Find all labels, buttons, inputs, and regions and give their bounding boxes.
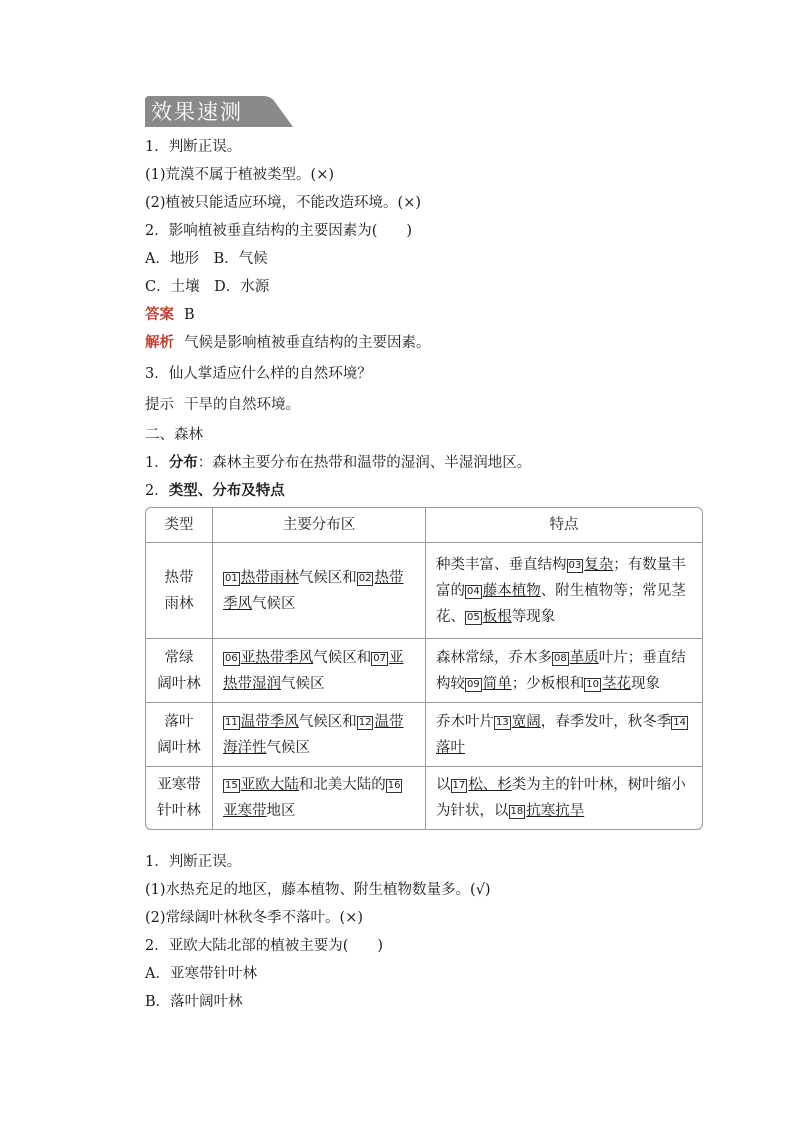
blank-number-badge: 10: [586, 678, 599, 690]
explain-line: [145, 329, 705, 357]
cell-distribution: [213, 639, 426, 703]
quiz1-q2-options-cd: C．土壤 D．水源: [145, 279, 270, 295]
blank-number-badge: 13: [496, 716, 509, 728]
answer-fill: 板根: [482, 608, 512, 625]
p1-number: 1．: [145, 455, 169, 471]
cell-type: [146, 543, 213, 639]
table-row: [146, 703, 702, 767]
cell-text: 和北美大陆的: [298, 777, 386, 793]
blank-number-badge: 12: [358, 716, 372, 728]
quiz2-q1: 1．判断正误。: [145, 854, 242, 870]
hint-line: [145, 391, 705, 419]
quiz2-q2: 2．亚欧大陆北部的植被主要为( ): [145, 938, 384, 954]
quiz2-q2-option-b: B．落叶阔叶林: [145, 994, 243, 1010]
explain-label: 解析: [145, 334, 174, 351]
cell-text: 气候区: [281, 675, 325, 692]
answer-fill: 亚寒带: [223, 803, 267, 819]
type-line-2: 阔叶林: [157, 675, 201, 692]
answer-fill: 亚欧大陆: [240, 777, 299, 793]
answer-fill: 抗寒抗旱: [526, 803, 585, 819]
forest-table: [145, 507, 703, 830]
type-line-1: 热带: [164, 569, 194, 586]
cell-features: [426, 767, 702, 829]
cell-type: [146, 703, 213, 767]
hint-text: 干旱的自然环境。: [184, 397, 300, 413]
document-page: [145, 96, 705, 1016]
cell-text: 气候区: [266, 739, 310, 756]
cell-type: [146, 639, 213, 703]
cell-text: 以: [436, 777, 451, 793]
blank-number-badge: 03: [568, 559, 582, 571]
quiz1-q2-options-ab: A．地形 B．气候: [145, 251, 268, 267]
cell-text: ；有数量丰富的: [436, 556, 686, 599]
header-distribution: 主要分布区: [213, 508, 426, 543]
quiz1-q3: 3．仙人掌适应什么样的自然环境？: [145, 366, 372, 382]
cell-distribution: [213, 703, 426, 767]
cell-text: 、附生植物等；常见茎花、: [436, 582, 686, 625]
blank-number-badge: 02: [358, 572, 372, 584]
cell-type: [146, 767, 213, 829]
cell-text: 气候区和: [298, 713, 357, 730]
banner-title: 效果速测: [151, 100, 243, 124]
answer-fill: 革质: [569, 649, 599, 666]
cell-features: [426, 639, 702, 703]
answer-fill: 落叶: [436, 739, 465, 756]
type-line-2: 阔叶林: [157, 739, 201, 756]
cell-distribution: [213, 543, 426, 639]
answer-value: B: [184, 307, 195, 323]
blank-number-badge: 08: [554, 652, 567, 664]
p2-number: 2．: [145, 483, 169, 499]
blank-number-badge: 07: [373, 652, 386, 664]
answer-fill: 宽阔: [511, 713, 541, 730]
blank-number-badge: 11: [225, 716, 238, 728]
table-row: [146, 543, 702, 639]
explain-text: 气候是影响植被垂直结构的主要因素。: [184, 335, 431, 351]
answer-fill: 复杂: [584, 556, 614, 573]
cell-text: 等现象: [511, 608, 556, 625]
p1-text: ：森林主要分布在热带和温带的湿润、半湿润地区。: [197, 455, 532, 471]
answer-fill: 松、杉: [468, 777, 512, 793]
type-line-2: 雨林: [164, 595, 194, 612]
answer-fill: 茎花: [601, 675, 631, 692]
quiz2-q1-a: (1)水热充足的地区，藤本植物、附生植物数量多。(√): [145, 882, 491, 898]
header-type: 类型: [146, 508, 213, 543]
cell-text: 种类丰富、垂直结构: [436, 556, 567, 573]
quiz1-q1-b: (2)植被只能适应环境，不能改造环境。(×): [145, 195, 422, 211]
cell-text: 现象: [630, 675, 660, 692]
blank-number-badge: 05: [467, 611, 480, 623]
section2-heading: 二、森林: [145, 427, 203, 443]
cell-features: [426, 543, 702, 639]
hint-label: 提示: [145, 397, 174, 413]
type-line-2: 针叶林: [157, 803, 201, 819]
cell-text: 气候区和: [313, 649, 372, 666]
quiz1-q1-a: (1)荒漠不属于植被类型。(×): [145, 167, 335, 183]
answer-fill: 简单: [482, 675, 512, 692]
answer-fill: 温带季风: [240, 713, 299, 730]
table-row: [146, 767, 702, 829]
quiz1-q2: 2．影响植被垂直结构的主要因素为( ): [145, 223, 413, 239]
table-row: [146, 639, 702, 703]
cell-text: 叶片；垂直结构较: [436, 649, 686, 692]
cell-text: 气候区和: [298, 569, 357, 586]
cell-text: ，春季发叶，秋冬季: [540, 713, 672, 730]
cell-text: 气候区: [252, 595, 296, 612]
p2-label: 类型、分布及特点: [168, 482, 285, 499]
header-features: 特点: [426, 508, 702, 543]
blank-number-badge: 01: [225, 572, 238, 584]
section2-p2: [145, 477, 705, 505]
table-header-row: [146, 508, 702, 543]
blank-number-badge: 18: [510, 806, 524, 817]
answer-fill: 亚热带湿润: [223, 649, 404, 692]
blank-number-badge: 15: [225, 780, 238, 791]
cell-text: 森林常绿，乔木多: [436, 649, 552, 666]
cell-text: 类为主的针叶林，树叶缩小为针状，以: [436, 777, 686, 819]
quiz2-q2-option-a: A．亚寒带针叶林: [145, 966, 257, 982]
blank-number-badge: 16: [387, 780, 401, 791]
type-line-1: 常绿: [164, 649, 194, 666]
blank-number-badge: 09: [467, 678, 480, 690]
blank-number-badge: 17: [452, 780, 466, 791]
answer-fill: 热带雨林: [240, 569, 299, 586]
cell-text: 地区: [266, 803, 296, 819]
section2-p1: [145, 449, 705, 477]
answer-line: [145, 301, 705, 329]
cell-text: 乔木叶片: [436, 713, 494, 730]
answer-label: 答案: [145, 306, 174, 323]
cell-text: ；少板根和: [511, 675, 585, 692]
cell-distribution: [213, 767, 426, 829]
p1-label: 分布: [168, 454, 198, 471]
answer-fill: 藤本植物: [482, 582, 541, 599]
type-line-1: 落叶: [164, 713, 194, 730]
answer-fill: 温带海洋性: [223, 713, 404, 756]
type-line-1: 亚寒带: [157, 777, 201, 793]
section-banner: [145, 96, 295, 129]
blank-number-badge: 04: [467, 585, 480, 597]
answer-fill: 亚热带季风: [240, 649, 314, 666]
quiz2-q1-b: (2)常绿阔叶林秋冬季不落叶。(×): [145, 910, 364, 926]
blank-number-badge: 06: [225, 652, 238, 664]
blank-number-badge: 14: [673, 716, 686, 728]
cell-features: [426, 703, 702, 767]
answer-fill: 热带季风: [223, 569, 404, 612]
quiz1-q1: 1．判断正误。: [145, 139, 242, 155]
